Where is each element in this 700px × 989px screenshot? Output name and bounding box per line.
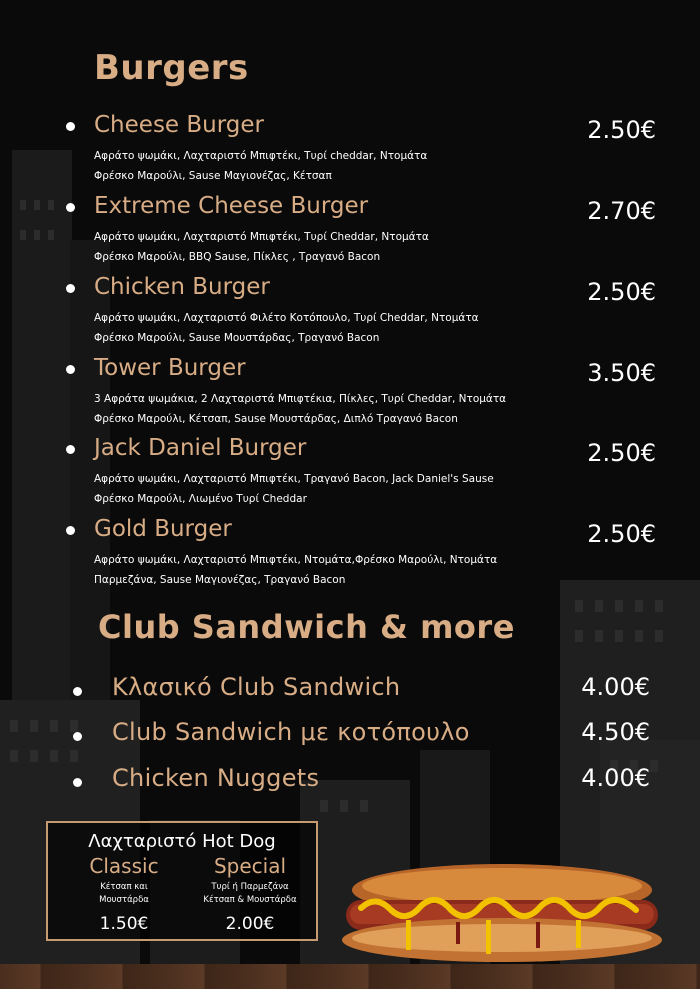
variant-description — [64, 881, 184, 907]
description-line: Τυρί ή Παρμεζάνα — [211, 882, 289, 892]
item-description — [94, 550, 497, 590]
item-name: Tower Burger — [94, 355, 246, 381]
variant-label: Classic — [89, 854, 159, 878]
item-name: Club Sandwich με κοτόπουλο — [112, 718, 470, 746]
variant-description — [190, 881, 310, 907]
description-line: Μουστάρδα — [99, 895, 149, 905]
item-name: Jack Daniel Burger — [94, 435, 307, 461]
description-line: Αφράτο ψωμάκι, Λαχταριστό Φιλέτο Κοτόπουλο, Τυρί Cheddar, Ντομάτα — [94, 312, 479, 324]
hotdog-title: Λαχταριστό Hot Dog — [88, 831, 276, 852]
description-line: Αφράτο ψωμάκι, Λαχταριστό Μπιφτέκι, Τραγανό Bacon, Jack Daniel's Sause — [94, 473, 494, 485]
variant-price: 1.50€ — [99, 914, 149, 934]
item-name: Extreme Cheese Burger — [94, 193, 369, 219]
item-price: 2.50€ — [587, 278, 656, 306]
description-line: 3 Αφράτα ψωμάκια, 2 Λαχταριστά Μπιφτέκια, Πίκλες, Τυρί Cheddar, Ντομάτα — [94, 393, 507, 405]
variant-price: 2.00€ — [225, 914, 275, 934]
item-price: 4.00€ — [581, 764, 650, 792]
bullet-icon — [73, 687, 82, 696]
variant-label: Special — [213, 854, 287, 878]
bullet-icon — [66, 445, 75, 454]
hotdog-image — [336, 860, 668, 970]
club-item — [0, 764, 700, 800]
item-price: 2.50€ — [587, 116, 656, 144]
hotdog-special — [190, 855, 310, 934]
bullet-icon — [73, 732, 82, 741]
description-line: Παρμεζάνα, Sause Μαγιονέζας, Τραγανό Bacon — [94, 574, 346, 586]
description-line: Φρέσκο Μαρούλι, Κέτσαπ, Sause Μουστάρδας, Διπλό Τραγανό Bacon — [94, 413, 458, 425]
item-description — [94, 389, 506, 429]
description-line: Αφράτο ψωμάκι, Λαχταριστό Μπιφτέκι, Ντομάτα,Φρέσκο Μαρούλι, Ντομάτα — [94, 554, 498, 566]
bullet-icon — [66, 203, 75, 212]
burgers-section-title: Burgers — [94, 48, 249, 88]
item-name: Chicken Burger — [94, 274, 270, 300]
bullet-icon — [66, 365, 75, 374]
bullet-icon — [66, 526, 75, 535]
club-item — [0, 718, 700, 754]
description-line: Αφράτο ψωμάκι, Λαχταριστό Μπιφτέκι, Τυρί cheddar, Ντομάτα — [94, 150, 428, 162]
club-item — [0, 673, 700, 709]
hotdog-offer-box — [46, 821, 318, 941]
item-price: 4.00€ — [581, 673, 650, 701]
item-name: Cheese Burger — [94, 112, 264, 138]
bullet-icon — [73, 778, 82, 787]
description-line: Φρέσκο Μαρούλι, BBQ Sause, Πίκλες , Τραγανό Bacon — [94, 251, 381, 263]
description-line: Κέτσαπ & Μουστάρδα — [203, 895, 297, 905]
item-price: 2.50€ — [587, 439, 656, 467]
club-section-title: Club Sandwich & more — [98, 608, 515, 646]
item-description — [94, 227, 429, 267]
hotdog-classic — [64, 855, 184, 934]
description-line: Αφράτο ψωμάκι, Λαχταριστό Μπιφτέκι, Τυρί Cheddar, Ντομάτα — [94, 231, 429, 243]
description-line: Φρέσκο Μαρούλι, Λιωμένο Τυρί Cheddar — [94, 493, 307, 505]
item-description — [94, 146, 427, 186]
bullet-icon — [66, 122, 75, 131]
item-description — [94, 469, 494, 509]
item-price: 4.50€ — [581, 718, 650, 746]
item-price: 2.70€ — [587, 197, 656, 225]
item-price: 3.50€ — [587, 359, 656, 387]
description-line: Φρέσκο Μαρούλι, Sause Μουστάρδας, Τραγανό Bacon — [94, 332, 380, 344]
item-name: Chicken Nuggets — [112, 764, 320, 792]
item-name: Κλασικό Club Sandwich — [112, 673, 401, 701]
description-line: Φρέσκο Μαρούλι, Sause Μαγιονέζας, Κέτσαπ — [94, 170, 332, 182]
item-name: Gold Burger — [94, 516, 232, 542]
item-description — [94, 308, 479, 348]
description-line: Κέτσαπ και — [100, 882, 148, 892]
item-price: 2.50€ — [587, 520, 656, 548]
bullet-icon — [66, 284, 75, 293]
